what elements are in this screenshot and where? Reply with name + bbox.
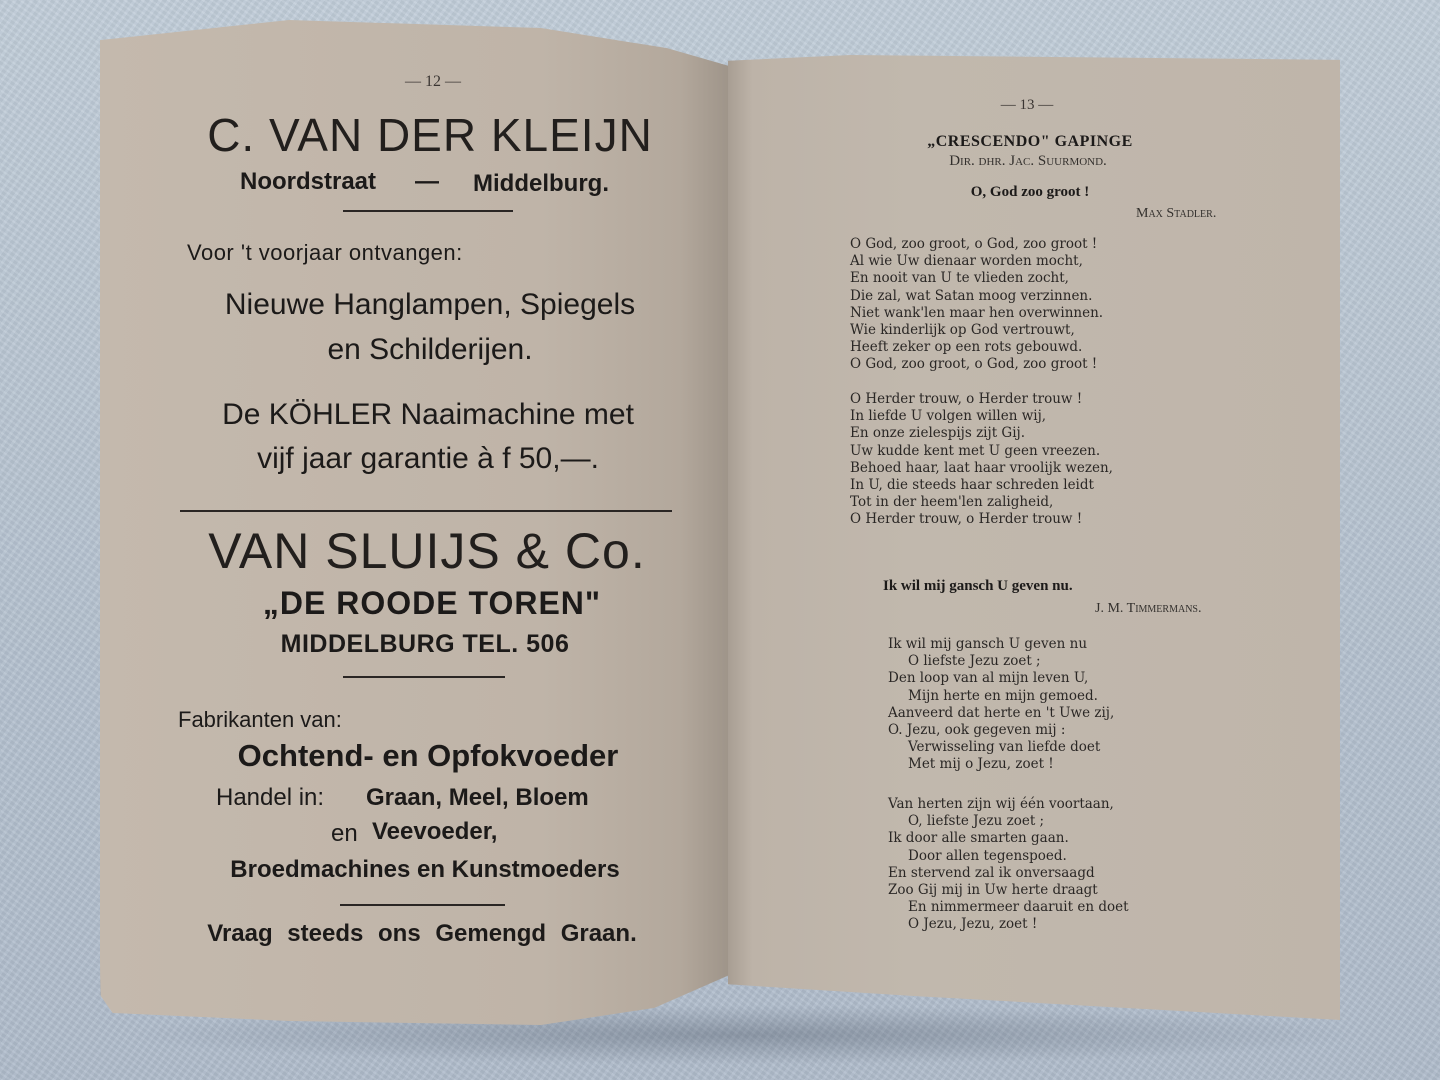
verse-line: Mijn herte en mijn gemoed. bbox=[908, 687, 1098, 704]
ad1-city: Middelburg. bbox=[473, 170, 609, 197]
verse-line: Aanveerd dat herte en 't Uwe zij, bbox=[888, 704, 1115, 721]
ad1-company-name: C. VAN DER KLEIJN bbox=[207, 109, 653, 161]
ad2-trade-label: Handel in: bbox=[216, 784, 325, 811]
verse-line: O liefste Jezu zoet ; bbox=[908, 653, 1041, 670]
song1-stanza1 bbox=[850, 236, 1103, 374]
verse-line: Ik wil mij gansch U geven nu bbox=[888, 636, 1088, 652]
verse-line: Heeft zeker op een rots gebouwd. bbox=[850, 339, 1083, 356]
verse-line: Uw kudde kent met U geen vreezen. bbox=[850, 442, 1101, 459]
divider bbox=[343, 210, 513, 212]
verse-line: Van herten zijn wij één voortaan, bbox=[888, 796, 1114, 812]
verse-line: En onze zielespijs zijt Gij. bbox=[850, 425, 1025, 442]
section-divider bbox=[180, 510, 672, 512]
divider bbox=[343, 676, 505, 678]
verse-line: O Herder trouw, o Herder trouw ! bbox=[850, 511, 1083, 528]
song2-stanza2 bbox=[888, 796, 1129, 934]
ad1-line4: vijf jaar garantie à f 50,—. bbox=[257, 442, 599, 475]
verse-line: O. Jezu, ook gegeven mij : bbox=[888, 722, 1066, 739]
verse-line: Wie kinderlijk op God vertrouwt, bbox=[850, 322, 1075, 339]
verse-line: O God, zoo groot, o God, zoo groot ! bbox=[850, 356, 1098, 373]
song2-composer: J. M. Timmermans. bbox=[1095, 601, 1202, 616]
verse-line: Die zal, wat Satan moog verzinnen. bbox=[850, 287, 1093, 304]
song1-composer: Max Stadler. bbox=[1136, 206, 1217, 221]
verse-line: Behoed haar, laat haar vroolijk wezen, bbox=[850, 459, 1113, 476]
verse-line: Den loop van al mijn leven U, bbox=[888, 670, 1089, 687]
verse-line: In liefde U volgen willen wij, bbox=[850, 408, 1047, 425]
song2-title: Ik wil mij gansch U geven nu. bbox=[883, 578, 1073, 594]
verse-line: O God, zoo groot, o God, zoo groot ! bbox=[850, 236, 1098, 252]
page-number-left: — 12 — bbox=[405, 73, 461, 90]
verse-line: En stervend zal ik onversaagd bbox=[888, 864, 1095, 881]
ad1-street: Noordstraat bbox=[240, 168, 377, 195]
ad2-company-name: VAN SLUIJS & Co. bbox=[208, 523, 646, 579]
verse-line: O Herder trouw, o Herder trouw ! bbox=[850, 391, 1083, 407]
verse-line: Met mij o Jezu, zoet ! bbox=[908, 756, 1054, 773]
ad1-line3: De KÖHLER Naaimachine met bbox=[222, 398, 634, 431]
page-number-right: — 13 — bbox=[1000, 97, 1054, 113]
verse-line: Al wie Uw dienaar worden mocht, bbox=[850, 253, 1083, 270]
verse-line: Door allen tegenspoed. bbox=[908, 847, 1067, 864]
verse-line: En nimmermeer daaruit en doet bbox=[908, 899, 1129, 916]
divider bbox=[340, 904, 505, 906]
ad2-trade-en: en bbox=[331, 820, 358, 847]
verse-line: Zoo Gij mij in Uw herte draagt bbox=[888, 882, 1098, 899]
ad2-address: MIDDELBURG TEL. 506 bbox=[280, 630, 570, 658]
verse-line: O, liefste Jezu zoet ; bbox=[908, 813, 1045, 830]
ad1-line1: Nieuwe Hanglampen, Spiegels bbox=[224, 288, 636, 321]
ad2-product: Ochtend- en Opfokvoeder bbox=[237, 738, 619, 773]
verse-line: O Jezu, Jezu, zoet ! bbox=[908, 916, 1038, 933]
ad1-line2: en Schilderijen. bbox=[327, 333, 533, 366]
ad1-intro: Voor 't voorjaar ontvangen: bbox=[187, 240, 463, 265]
choir-director: Dir. dhr. Jac. Suurmond. bbox=[949, 153, 1107, 169]
ad2-store-name: „DE ROODE TOREN" bbox=[262, 585, 602, 621]
verse-line: In U, die steeds haar schreden leidt bbox=[850, 477, 1094, 494]
verse-line: Niet wank'len maar hen overwinnen. bbox=[850, 304, 1104, 321]
verse-line: Tot in der heem'len zaligheid, bbox=[850, 494, 1054, 511]
ad2-trade-item2: Veevoeder, bbox=[372, 818, 498, 845]
verse-line: Ik door alle smarten gaan. bbox=[888, 830, 1069, 847]
ad2-trade-line3: Broedmachines en Kunstmoeders bbox=[230, 856, 620, 883]
song1-title: O, God zoo groot ! bbox=[970, 184, 1090, 200]
song2-stanza1 bbox=[888, 636, 1114, 774]
ad2-slogan: Vraag steeds ons Gemengd Graan. bbox=[207, 920, 637, 947]
choir-name: „CRESCENDO" GAPINGE bbox=[927, 133, 1133, 150]
ad1-dash: — bbox=[415, 168, 439, 195]
ad2-trade-items: Graan, Meel, Bloem bbox=[366, 784, 589, 811]
verse-line: Verwisseling van liefde doet bbox=[908, 739, 1101, 756]
verse-line: En nooit van U te vlieden zocht, bbox=[850, 270, 1069, 287]
song1-stanza2 bbox=[850, 391, 1113, 529]
ad2-intro: Fabrikanten van: bbox=[178, 707, 342, 732]
